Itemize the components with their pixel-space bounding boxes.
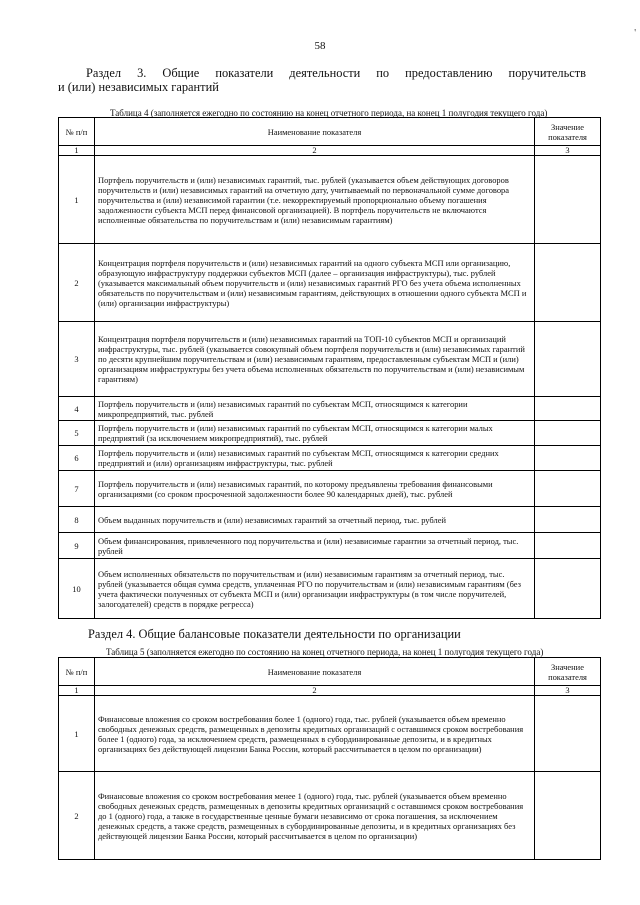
table5-header-name: Наименование показателя (95, 658, 535, 686)
table4-index-row (59, 146, 601, 156)
row-number: 1 (59, 696, 95, 772)
section3-title (58, 66, 586, 94)
row-indicator: Объем финансирования, привлеченного под поручительства и (или) независимые гарантии за отчетный период, тыс. рублей (95, 533, 535, 559)
row-value (535, 507, 601, 533)
table-row (59, 244, 601, 322)
row-value (535, 446, 601, 471)
row-value (535, 533, 601, 559)
table4-header-row (59, 118, 601, 146)
section4-title: Раздел 4. Общие балансовые показатели деятельности по организации (88, 627, 461, 641)
row-indicator: Финансовые вложения со сроком востребования более 1 (одного) года, тыс. рублей (указывается объем временно свободных денежных средств, размещенных в депозиты кредитных организаций с оставшимся сроком востребования более 1 (одного) года, за исключением средств, размещенных в субординированные депозиты, и в кредитных организациях без действующей лицензии Банка России, который рассчитывается в целом по организации) (95, 696, 535, 772)
row-indicator: Портфель поручительств и (или) независимых гарантий, по которому предъявлены требования финансовыми организациями (со сроком просроченной задолженности более 90 календарных дней), тыс. рублей (95, 471, 535, 507)
row-indicator: Объем выданных поручительств и (или) независимых гарантий за отчетный период, тыс. рублей (95, 507, 535, 533)
table-row (59, 696, 601, 772)
row-indicator: Портфель поручительств и (или) независимых гарантий по субъектам МСП, относящимся к категории малых предприятий (за исключением микропредприятий), тыс. рублей (95, 421, 535, 446)
table-row (59, 533, 601, 559)
row-value (535, 156, 601, 244)
row-value (535, 421, 601, 446)
row-indicator: Портфель поручительств и (или) независимых гарантий по субъектам МСП, относящимся к категории средних предприятий и (или) организациям инфраструктуры, тыс. рублей (95, 446, 535, 471)
table5-header-no: № п/п (59, 658, 95, 686)
table5-index-cell: 2 (95, 686, 535, 696)
table-row (59, 156, 601, 244)
row-indicator: Концентрация портфеля поручительств и (или) независимых гарантий на одного субъекта МСП или организацию, образующую инфраструктуру поддержки субъектов МСП (далее – организация инфраструктуры), тыс. рублей (указывается максимальный объем поручительств и (или) независимых гарантий РГО без учета объема исполненных обязательств по поручительствам и (или) независимым гарантиям, действующих в отношении одного субъекта МСП и (или) организации инфраструктуры) (95, 244, 535, 322)
table4-header-name: Наименование показателя (95, 118, 535, 146)
row-number: 9 (59, 533, 95, 559)
table4-header-value: Значение показателя (535, 118, 601, 146)
row-value (535, 471, 601, 507)
row-value (535, 322, 601, 397)
row-number: 4 (59, 397, 95, 421)
table-row (59, 421, 601, 446)
row-value (535, 397, 601, 421)
row-number: 6 (59, 446, 95, 471)
row-indicator: Портфель поручительств и (или) независимых гарантий, тыс. рублей (указывается объем действующих договоров поручительств и (или) независимых гарантий на отчетную дату, учитываемый по первоначальной сумме договора поручительства и (или) независимой гарантии (т.е. некорректируемый пропорционально объему погашения задолженности субъекта МСП перед финансовой организацией). В портфель поручительств не включаются исполненные обязательства по поручительствам и (или) независимым гарантиям) (95, 156, 535, 244)
table5 (58, 657, 601, 860)
row-indicator: Портфель поручительств и (или) независимых гарантий по субъектам МСП, относящимся к категории микропредприятий, тыс. рублей (95, 397, 535, 421)
table-row (59, 446, 601, 471)
table-row (59, 559, 601, 619)
row-number: 5 (59, 421, 95, 446)
table4-caption: Таблица 4 (заполняется ежегодно по состоянию на конец отчетного периода, на конец 1 полугодия текущего года) (110, 108, 548, 118)
corner-mark: ' (634, 28, 636, 39)
row-number: 2 (59, 772, 95, 860)
table-row (59, 772, 601, 860)
table-row (59, 322, 601, 397)
row-number: 2 (59, 244, 95, 322)
row-indicator: Финансовые вложения со сроком востребования менее 1 (одного) года, тыс. рублей (указывается объем временно свободных денежных средств, размещенных в депозиты кредитных организаций с оставшимся сроком востребования до 1 (одного) года, а также в государственные ценные бумаги независимо от срока погашения, за исключением денежных средств, а также средств, размещенных в субординированные депозиты, и в кредитных организациях без действующей лицензии Банка России, который рассчитывается в целом по организации) (95, 772, 535, 860)
row-value (535, 559, 601, 619)
table5-header-value: Значение показателя (535, 658, 601, 686)
row-number: 8 (59, 507, 95, 533)
row-indicator: Концентрация портфеля поручительств и (или) независимых гарантий на ТОП-10 субъектов МСП и организаций инфраструктуры, тыс. рублей (указывается совокупный объем портфеля поручительств и (или) независимых гарантий по десяти крупнейшим поручительствам и (или) независимым гарантиям, предоставленным субъектам МСП и (или) организациям инфраструктуры без учета объема исполненных обязательств по поручительствам и (или) независимым гарантиям) (95, 322, 535, 397)
row-number: 3 (59, 322, 95, 397)
row-number: 10 (59, 559, 95, 619)
table4-index-cell: 1 (59, 146, 95, 156)
page-number: 58 (314, 40, 326, 52)
table5-caption: Таблица 5 (заполняется ежегодно по состоянию на конец отчетного периода, на конец 1 полугодия текущего года) (106, 647, 544, 657)
section3-title-line2: и (или) независимых гарантий (58, 80, 219, 94)
table-row (59, 507, 601, 533)
row-number: 1 (59, 156, 95, 244)
section3-title-line1: Раздел 3. Общие показатели деятельности по предоставлению поручительств (86, 66, 586, 80)
table4-index-cell: 3 (535, 146, 601, 156)
table-row (59, 471, 601, 507)
row-value (535, 696, 601, 772)
table5-index-cell: 3 (535, 686, 601, 696)
row-value (535, 244, 601, 322)
table5-index-cell: 1 (59, 686, 95, 696)
row-indicator: Объем исполненных обязательств по поручительствам и (или) независимым гарантиям за отчетный период, тыс. рублей (указывается общая сумма средств, уплаченная РГО по поручительствам и (или) независимым гарантиям (без учета фактически полученных от субъекта МСП и (или) организации инфраструктуры (в том числе поручителей, залогодателей) средств в порядке регресса) (95, 559, 535, 619)
table4-header-no: № п/п (59, 118, 95, 146)
table5-index-row (59, 686, 601, 696)
table4-index-cell: 2 (95, 146, 535, 156)
table4 (58, 117, 601, 619)
table-row (59, 397, 601, 421)
row-number: 7 (59, 471, 95, 507)
table5-header-row (59, 658, 601, 686)
row-value (535, 772, 601, 860)
